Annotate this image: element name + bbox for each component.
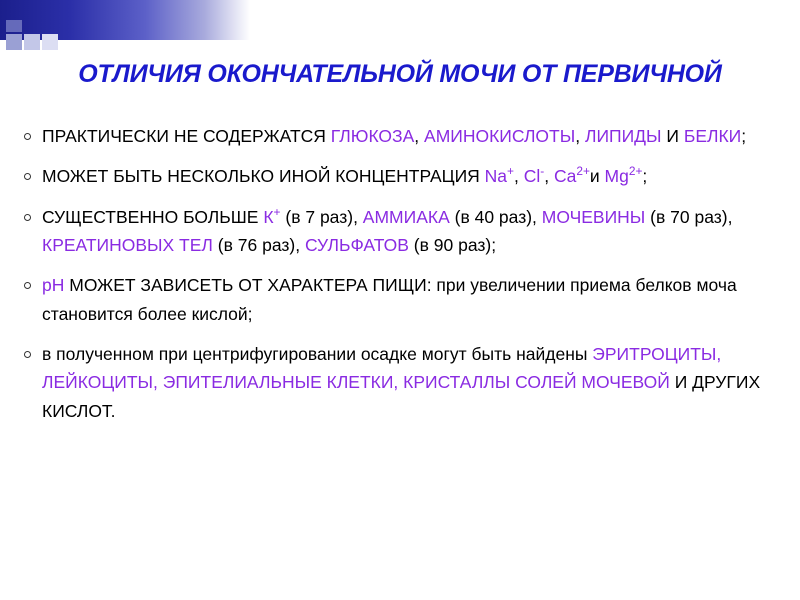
text-segment: ;: [741, 126, 747, 146]
text-segment: +: [273, 204, 281, 219]
text-segment: Na: [484, 166, 508, 187]
text-segment: И ДРУГИХ КИСЛОТ.: [42, 372, 761, 421]
decorative-square: [24, 34, 40, 50]
text-segment: (в 90 раз);: [408, 235, 497, 256]
text-segment: Cl: [523, 166, 541, 187]
text-segment: МОЖЕТ БЫТЬ НЕСКОЛЬКО ИНОЙ КОНЦЕНТРАЦИЯ: [42, 166, 485, 187]
text-segment: Ca: [553, 166, 577, 187]
text-segment: ,: [514, 166, 524, 187]
slide-body: [18, 122, 782, 437]
text-segment: К: [263, 206, 274, 227]
text-segment: и: [589, 166, 605, 187]
text-segment: И: [661, 126, 684, 146]
corner-decoration: [0, 0, 250, 62]
text-segment: МОЧЕВИНЫ: [541, 206, 646, 227]
text-segment: Mg: [604, 166, 629, 187]
text-segment: ,: [414, 126, 425, 146]
decorative-square: [6, 20, 22, 32]
text-segment: ГЛЮКОЗА: [330, 126, 415, 146]
decorative-square: [42, 34, 58, 50]
text-segment: ЭРИТРОЦИТЫ, ЛЕЙКОЦИТЫ, ЭПИТЕЛИАЛЬНЫЕ КЛЕТКИ, КРИСТАЛЛЫ СОЛЕЙ МОЧЕВОЙ: [42, 344, 722, 393]
text-segment: ;: [642, 166, 648, 187]
list-item: [18, 340, 782, 425]
slide-title: ОТЛИЧИЯ ОКОНЧАТЕЛЬНОЙ МОЧИ ОТ ПЕРВИЧНОЙ: [78, 60, 722, 88]
text-segment: (в 70 раз),: [645, 206, 733, 227]
list-item: [18, 162, 782, 190]
list-item: [18, 203, 782, 260]
text-segment: : при увеличении приема белков моча становится более кислой;: [42, 275, 737, 324]
text-segment: КРЕАТИНОВЫХ ТЕЛ: [42, 235, 213, 256]
text-segment: СУЩЕСТВЕННО БОЛЬШЕ: [42, 206, 264, 227]
text-segment: -: [540, 164, 545, 179]
list-item: [18, 122, 782, 150]
text-segment: 2+: [628, 164, 643, 179]
text-segment: ПРАКТИЧЕСКИ НЕ СОДЕРЖАТСЯ: [42, 126, 331, 146]
list-item: [18, 271, 782, 328]
text-segment: МОЖЕТ ЗАВИСЕТЬ ОТ ХАРАКТЕРА ПИЩИ: [64, 275, 427, 296]
text-segment: ЛИПИДЫ: [584, 126, 662, 146]
text-segment: (в 40 раз),: [449, 206, 542, 227]
text-segment: +: [507, 164, 514, 179]
text-segment: БЕЛКИ: [683, 126, 742, 146]
text-segment: (в 76 раз),: [212, 235, 305, 256]
text-segment: АМИНОКИСЛОТЫ: [424, 126, 576, 146]
bullet-list: [18, 122, 782, 425]
text-segment: рН: [42, 275, 65, 296]
text-segment: 2+: [576, 164, 590, 179]
text-segment: АММИАКА: [362, 206, 450, 227]
text-segment: (в 7 раз),: [280, 206, 363, 227]
decorative-square: [6, 34, 22, 50]
text-segment: СУЛЬФАТОВ: [304, 235, 409, 256]
text-segment: ,: [575, 126, 585, 146]
text-segment: в полученном при центрифугировании осадке могут быть найдены: [42, 344, 593, 365]
text-segment: ,: [544, 166, 554, 187]
